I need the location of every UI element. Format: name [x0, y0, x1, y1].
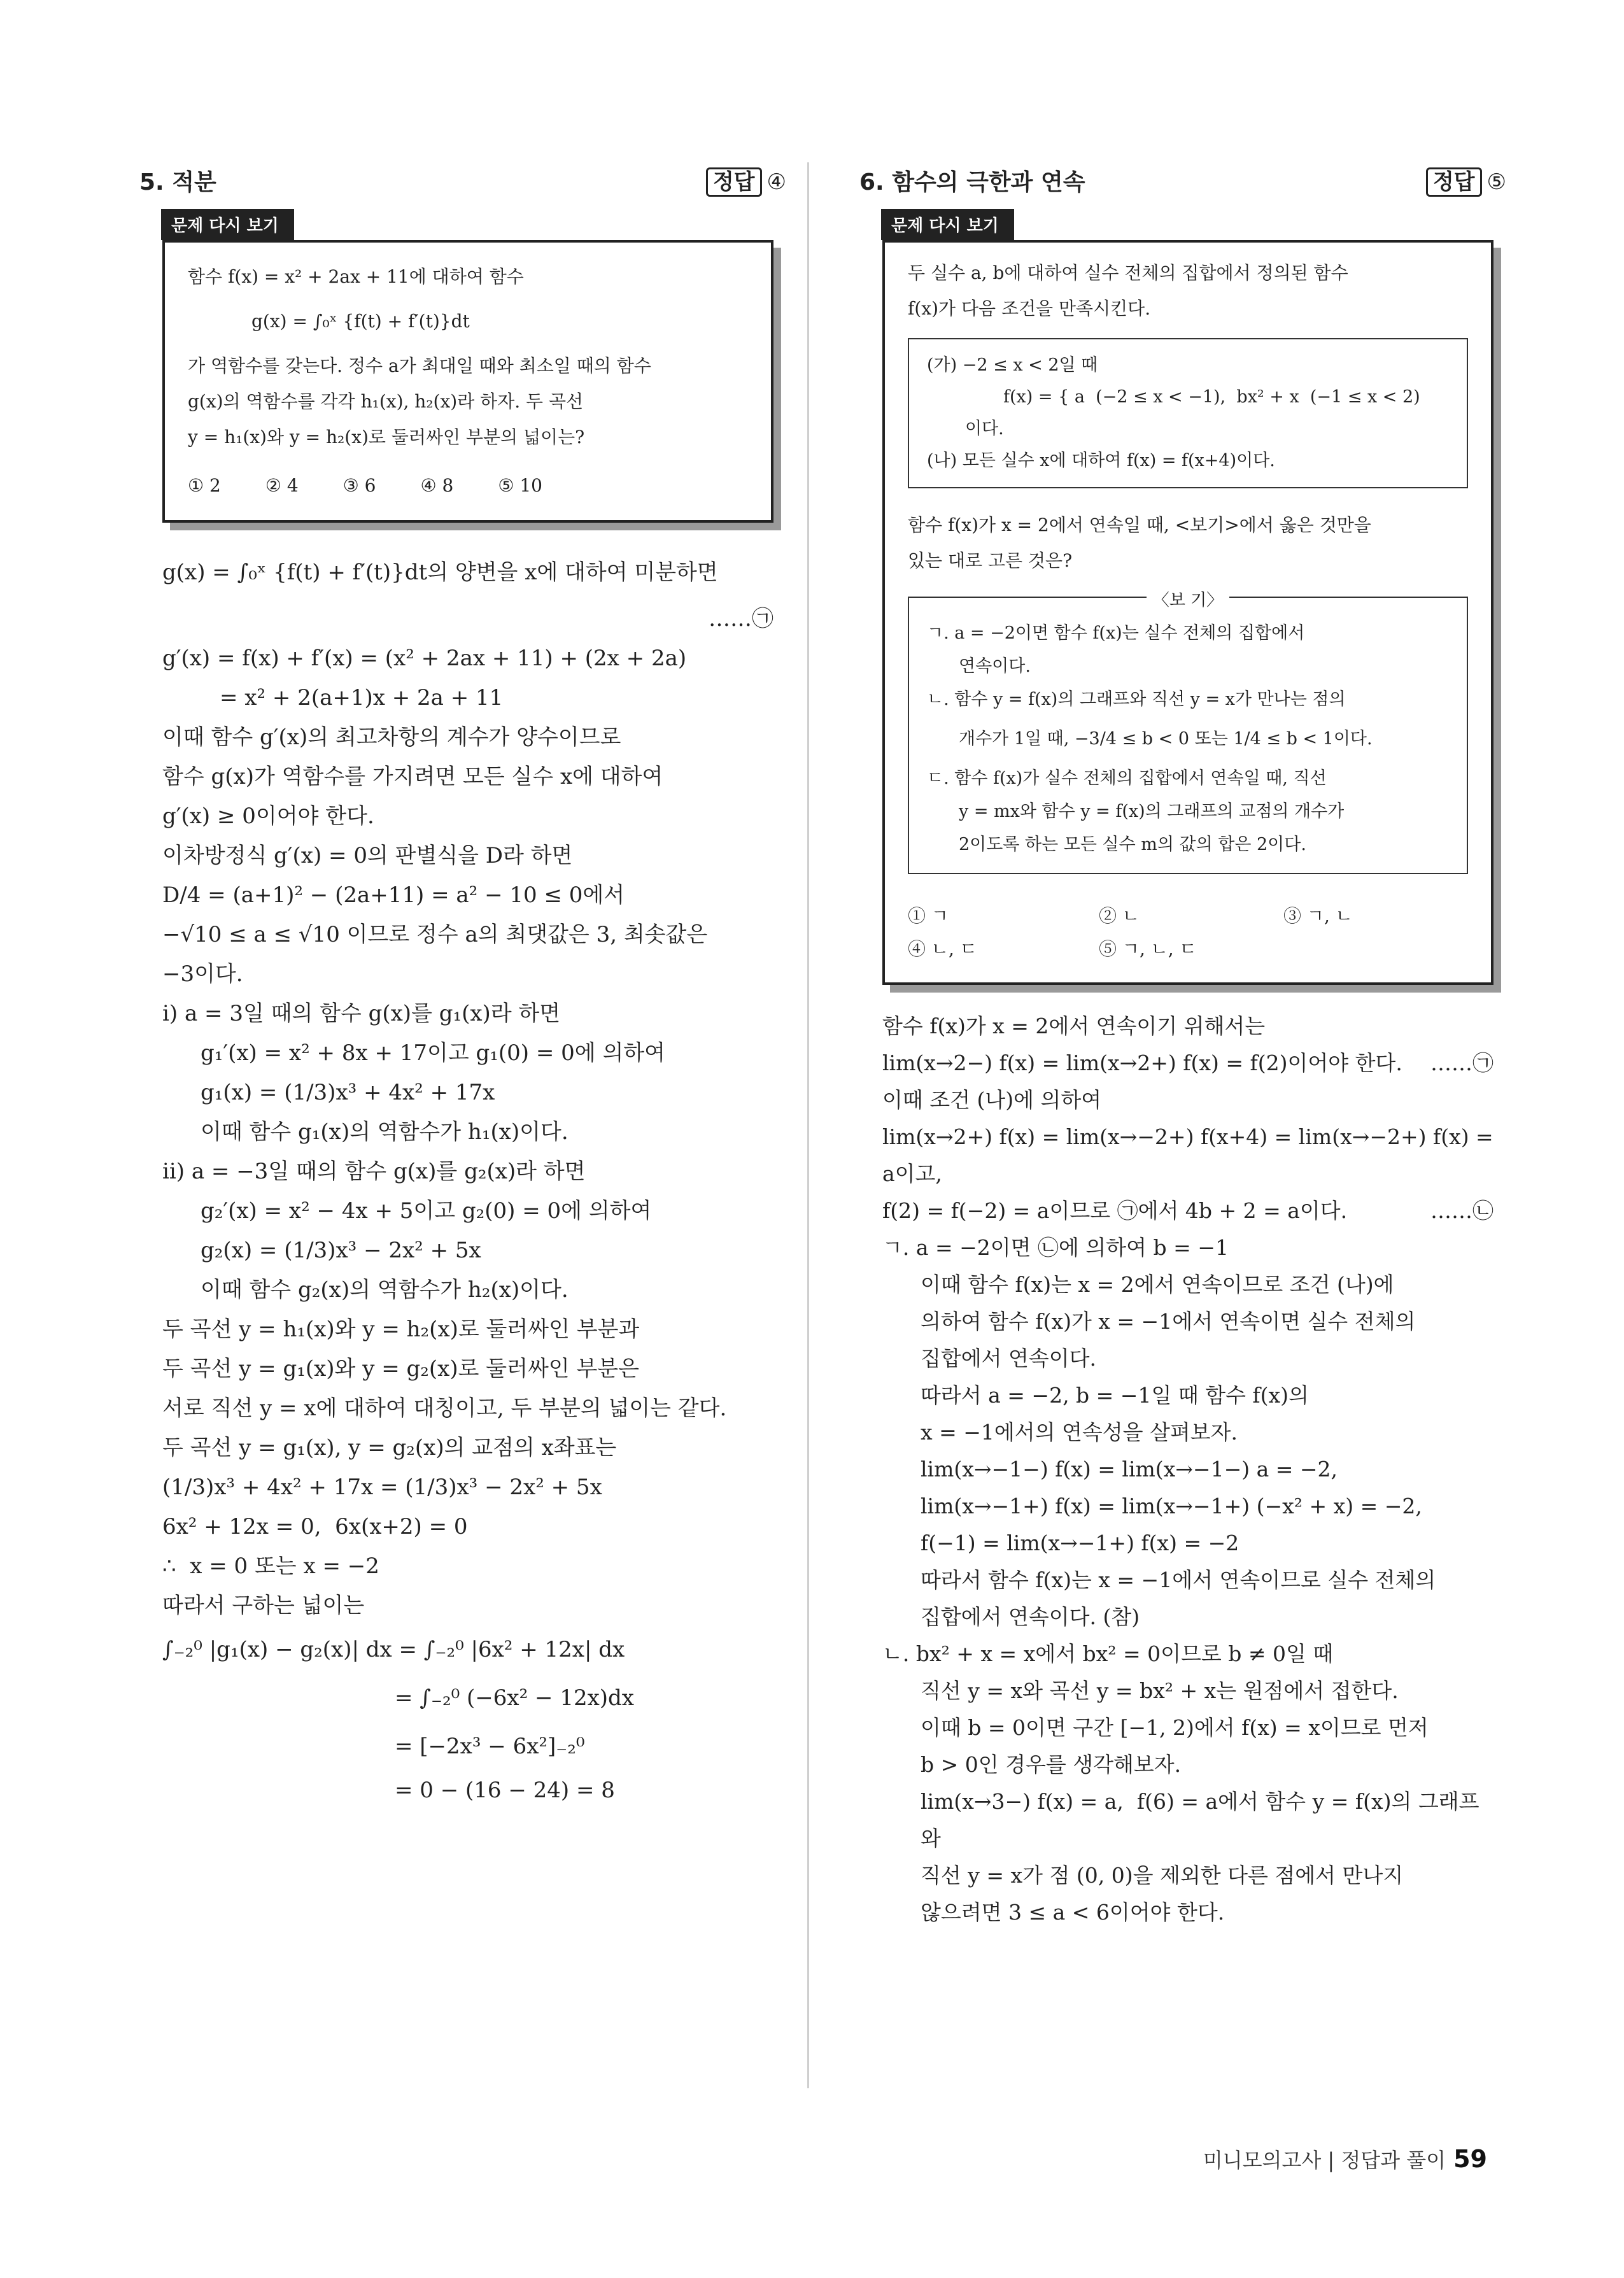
- problem-line: f(x)가 다음 조건을 만족시킨다.: [908, 298, 1151, 319]
- solution-line: g₁(x) = (1/3)x³ + 4x² + 17x: [201, 1080, 495, 1105]
- solution-line: 의하여 함수 f(x)가 x = −1에서 연속이면 실수 전체의: [921, 1309, 1416, 1334]
- question-line: 함수 f(x)가 x = 2에서 연속일 때, <보기>에서 옳은 것만을: [908, 514, 1371, 535]
- solution-line: 집합에서 연속이다.: [921, 1346, 1097, 1371]
- solution-line: g₂′(x) = x² − 4x + 5이고 g₂(0) = 0에 의하여: [201, 1198, 652, 1224]
- answer-label: [1426, 164, 1506, 195]
- choice-2: ② ㄴ: [1099, 905, 1140, 926]
- choice-5: ⑤ 10: [498, 475, 542, 496]
- bogi-item: ㄱ. a = −2이면 함수 f(x)는 실수 전체의 집합에서: [927, 623, 1305, 643]
- section-title: 6. 함수의 극한과 연속: [859, 169, 1085, 195]
- problem-line: 두 실수 a, b에 대하여 실수 전체의 집합에서 정의된 함수: [908, 262, 1348, 283]
- solution-line: ∫₋₂⁰ |g₁(x) − g₂(x)| dx = ∫₋₂⁰ |6x² + 12x| dx: [162, 1637, 625, 1662]
- solution-line: 이때 함수 f(x)는 x = 2에서 연속이므로 조건 (나)에: [921, 1272, 1394, 1297]
- solution-line: g(x) = ∫₀ˣ {f(t) + f′(t)}dt의 양변을 x에 대하여 미분하면: [162, 560, 718, 585]
- problem-formula: g(x) = ∫₀ˣ {f(t) + f′(t)}dt: [251, 311, 470, 332]
- solution-line: 직선 y = x가 점 (0, 0)을 제외한 다른 점에서 만나지: [921, 1863, 1404, 1888]
- condition-line: (가) −2 ≤ x < 2일 때: [927, 355, 1098, 375]
- bogi-box: [908, 591, 1468, 874]
- solution-line: g′(x) = f(x) + f′(x) = (x² + 2ax + 11) + (2x + 2a): [162, 646, 687, 671]
- bogi-item: ㄷ. 함수 f(x)가 실수 전체의 집합에서 연속일 때, 직선: [927, 768, 1327, 788]
- solution-line: 이때 함수 g₂(x)의 역함수가 h₂(x)이다.: [201, 1277, 568, 1303]
- solution-line: 않으려면 3 ≤ a < 6이어야 한다.: [921, 1900, 1225, 1925]
- solution-line: 서로 직선 y = x에 대하여 대칭이고, 두 부분의 넓이는 같다.: [162, 1396, 727, 1421]
- condition-line: 이다.: [965, 419, 1004, 439]
- review-tab: 문제 다시 보기: [161, 209, 294, 240]
- solution-line: lim(x→−1−) f(x) = lim(x→−1−) a = −2,: [921, 1457, 1338, 1482]
- solution-line: 6x² + 12x = 0, 6x(x+2) = 0: [162, 1514, 468, 1539]
- page-number: 59: [1453, 2145, 1487, 2173]
- solution-line: −3이다.: [162, 961, 243, 987]
- solution: [162, 546, 773, 1810]
- problem-line: y = h₁(x)와 y = h₂(x)로 둘러싸인 부분의 넓이는?: [188, 427, 585, 448]
- solution-line: = x² + 2(a+1)x + 2a + 11: [220, 685, 504, 711]
- answer-tag: 정답: [706, 167, 762, 197]
- solution-line: g₁′(x) = x² + 8x + 17이고 g₁(0) = 0에 의하여: [201, 1040, 665, 1066]
- solution-line: 두 곡선 y = g₁(x), y = g₂(x)의 교점의 x좌표는: [162, 1435, 617, 1461]
- choice-3: ③ ㄱ, ㄴ: [1283, 905, 1353, 926]
- bogi-item: 2이도록 하는 모든 실수 m의 값의 합은 2이다.: [959, 835, 1306, 854]
- choice-2: ② 4: [265, 475, 299, 496]
- solution-line: g′(x) ≥ 0이어야 한다.: [162, 803, 374, 829]
- equation-mark: ……㉡: [1430, 1198, 1493, 1223]
- right-column: [859, 159, 1506, 1931]
- solution-line: f(2) = f(−2) = a이므로 ㉠에서 4b + 2 = a이다. ……㉡: [882, 1192, 1493, 1229]
- problem-box: [882, 240, 1493, 985]
- bogi-item: ㄴ. 함수 y = f(x)의 그래프와 직선 y = x가 만나는 점의: [927, 690, 1346, 709]
- choice-4: ④ ㄴ, ㄷ: [908, 938, 977, 959]
- problem-line: 가 역함수를 갖는다. 정수 a가 최대일 때와 최소일 때의 함수: [188, 355, 651, 376]
- solution-line: = ∫₋₂⁰ (−6x² − 12x)dx: [395, 1685, 634, 1711]
- solution-line: lim(x→−1+) f(x) = lim(x→−1+) (−x² + x) = −2,: [921, 1494, 1422, 1518]
- problem-box: [162, 240, 773, 523]
- answer-tag: 정답: [1426, 167, 1482, 197]
- page-footer: [1203, 2144, 1487, 2174]
- bogi-item: y = mx와 함수 y = f(x)의 그래프의 교점의 개수가: [959, 802, 1345, 821]
- solution-line: x = −1에서의 연속성을 살펴보자.: [921, 1420, 1238, 1445]
- solution-line: 함수 f(x)가 x = 2에서 연속이기 위해서는: [882, 1014, 1266, 1038]
- solution-line: 이때 조건 (나)에 의하여: [882, 1087, 1102, 1112]
- solution-line: ㄱ. a = −2이면 ㉡에 의하여 b = −1: [882, 1235, 1229, 1260]
- solution-line: 이차방정식 g′(x) = 0의 판별식을 D라 하면: [162, 843, 573, 868]
- solution-line: 이때 b = 0이면 구간 [−1, 2)에서 f(x) = x이므로 먼저: [921, 1715, 1429, 1740]
- answer-label: [706, 164, 786, 195]
- choice-list: [908, 900, 1468, 966]
- choice-list: [188, 468, 748, 504]
- solution-line: lim(x→2+) f(x) = lim(x→−2+) f(x+4) = lim(x→−2+) f(x) = a이고,: [882, 1124, 1500, 1186]
- problem-line: 함수 f(x) = x² + 2ax + 11에 대하여 함수: [188, 266, 524, 287]
- choice-1: ① 2: [188, 475, 221, 496]
- solution-line: lim(x→2−) f(x) = lim(x→2+) f(x) = f(2)이어야 한다. ……㉠: [882, 1045, 1493, 1082]
- condition-formula: f(x) = { a (−2 ≤ x < −1), bx² + x (−1 ≤ x < 2): [1003, 387, 1420, 407]
- solution-mark: ……㉠: [709, 606, 773, 632]
- bogi-title: 〈보 기〉: [927, 584, 1449, 617]
- solution-line: f(−1) = lim(x→−1+) f(x) = −2: [921, 1531, 1239, 1555]
- condition-line: (나) 모든 실수 x에 대하여 f(x) = f(x+4)이다.: [927, 451, 1275, 470]
- bogi-item: 연속이다.: [959, 656, 1031, 676]
- solution-line: 두 곡선 y = g₁(x)와 y = g₂(x)로 둘러싸인 부분은: [162, 1356, 639, 1382]
- equation-mark: ……㉠: [1430, 1051, 1493, 1075]
- solution-line: ⅱ) a = −3일 때의 함수 g(x)를 g₂(x)라 하면: [162, 1159, 586, 1184]
- solution-line: −√10 ≤ a ≤ √10 이므로 정수 a의 최댓값은 3, 최솟값은: [162, 922, 708, 947]
- solution-line: 이때 함수 g′(x)의 최고차항의 계수가 양수이므로: [162, 725, 621, 750]
- solution-line: 이때 함수 g₁(x)의 역함수가 h₁(x)이다.: [201, 1119, 568, 1145]
- answer-value: ④: [766, 169, 786, 195]
- solution-line: g₂(x) = (1/3)x³ − 2x² + 5x: [201, 1238, 481, 1263]
- solution-line: = [−2x³ − 6x²]₋₂⁰: [395, 1734, 585, 1759]
- column-divider: [807, 162, 809, 2088]
- solution: [882, 1008, 1500, 1931]
- choice-5: ⑤ ㄱ, ㄴ, ㄷ: [1099, 938, 1197, 959]
- problem-line: g(x)의 역함수를 각각 h₁(x), h₂(x)라 하자. 두 곡선: [188, 391, 584, 412]
- choice-1: ① ㄱ: [908, 905, 949, 926]
- section-header: [139, 159, 786, 197]
- bogi-item: 개수가 1일 때, −3/4 ≤ b < 0 또는 1/4 ≤ b < 1이다.: [959, 729, 1373, 749]
- solution-line: = 0 − (16 − 24) = 8: [395, 1778, 615, 1803]
- solution-line: 따라서 함수 f(x)는 x = −1에서 연속이므로 실수 전체의: [921, 1567, 1436, 1592]
- solution-line: (1/3)x³ + 4x² + 17x = (1/3)x³ − 2x² + 5x: [162, 1475, 602, 1500]
- solution-line: ∴ x = 0 또는 x = −2: [162, 1553, 379, 1579]
- solution-line: 두 곡선 y = h₁(x)와 y = h₂(x)로 둘러싸인 부분과: [162, 1317, 640, 1342]
- solution-line: 함수 g(x)가 역함수를 가지려면 모든 실수 x에 대하여: [162, 764, 663, 789]
- solution-line: lim(x→3−) f(x) = a, f(6) = a에서 함수 y = f(x)의 그래프와: [921, 1789, 1479, 1851]
- left-column: [139, 159, 786, 1810]
- review-tab: 문제 다시 보기: [881, 209, 1014, 240]
- question-line: 있는 대로 고른 것은?: [908, 550, 1073, 571]
- condition-box: [908, 338, 1468, 488]
- section-header: [859, 159, 1506, 197]
- solution-line: b > 0인 경우를 생각해보자.: [921, 1752, 1182, 1777]
- solution-line: ㄴ. bx² + x = x에서 bx² = 0이므로 b ≠ 0일 때: [882, 1641, 1334, 1666]
- section-title: 5. 적분: [139, 169, 216, 195]
- solution-line: ⅰ) a = 3일 때의 함수 g(x)를 g₁(x)라 하면: [162, 1001, 561, 1026]
- solution-line: 따라서 구하는 넓이는: [162, 1593, 365, 1618]
- answer-value: ⑤: [1486, 169, 1506, 195]
- solution-line: 따라서 a = −2, b = −1일 때 함수 f(x)의: [921, 1383, 1309, 1408]
- choice-4: ④ 8: [420, 475, 454, 496]
- book-title: 미니모의고사 | 정답과 풀이: [1203, 2148, 1446, 2172]
- solution-line: D/4 = (a+1)² − (2a+11) = a² − 10 ≤ 0에서: [162, 882, 625, 908]
- choice-3: ③ 6: [342, 475, 376, 496]
- solution-line: 집합에서 연속이다. (참): [921, 1604, 1140, 1629]
- solution-line: 직선 y = x와 곡선 y = bx² + x는 원점에서 접한다.: [921, 1678, 1399, 1703]
